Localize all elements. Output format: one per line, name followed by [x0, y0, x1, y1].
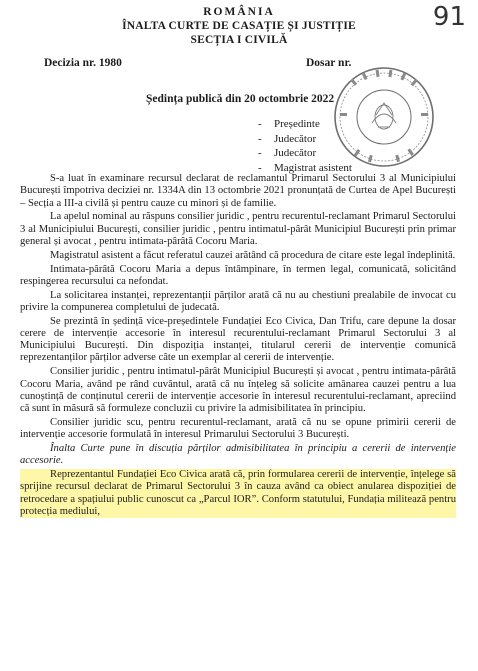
- header-court: ÎNALTA CURTE DE CASAȚIE ȘI JUSTIȚIE: [122, 20, 356, 32]
- panel-role: Judecător: [274, 147, 317, 159]
- paragraph: Intimata-pârâtă Cocoru Maria a depus întâmpinare, în termen legal, comunicată, solicitând respingerea recursului ca nefondat.: [20, 263, 456, 287]
- paragraph: La apelul nominal au răspuns consilier juridic , pentru recurentul-reclamant Primarul Sectorului 3 al Municipiului București, consilier juridic , pentru intimatul-pârât Municipiul București prin primar general și avocat , pentru intimata-pârâtă Cocoru Maria.: [20, 211, 456, 247]
- judicial-panel: [258, 117, 352, 175]
- panel-row: - Judecător: [258, 132, 317, 145]
- panel-row: - Președinte: [258, 118, 320, 130]
- paragraph: Consilier juridic scu, pentru recurentul-reclamant, arată că nu se opune primirii cererii de intervenție accesorie formulată în interesul Primarului Sectorului 3 București.: [20, 416, 456, 441]
- highlighted-paragraph: Reprezentantul Fundației Eco Civica arată că, prin formularea cererii de intervenție, înțelege să sprijine recursul declarat de Primarul Sectorului 3 în cauza având ca obiect anularea dispoziției de retrocedare a spațiului public cunoscut ca „Parcul IOR”. Conform statutului, Fundația militează pentru protecția mediului,: [20, 469, 456, 517]
- header-country: ROMÂNIA: [203, 6, 275, 18]
- paragraph: Consilier juridic , pentru intimatul-pârât Municipiul București și avocat , pentru intimata-pârâtă Cocoru Maria, având pe rând cuvântul, arată că nu înțeleg să solicite amânarea cauzei pentru a lua cunoștință de conținutul cererii de intervenție accesorie în interesul recurentului-reclamant, apreciind că sunt în măsură să formuleze concluzii cu privire la admisibilitatea în principiu.: [20, 366, 456, 415]
- panel-role: Judecător: [274, 132, 317, 145]
- paragraph: Magistratul asistent a făcut referatul cauzei arătând că procedura de citare este legal îndeplinită.: [50, 249, 456, 261]
- panel-row: - Magistrat asistent: [258, 161, 352, 174]
- header-section: SECȚIA I CIVILĂ: [190, 34, 288, 46]
- paragraph: S-a luat în examinare recursul declarat de reclamantul Primarul Sectorului 3 al Municipiului București împotriva deciziei nr. 1334A din 13 octombrie 2021 pronunțată de Curtea de Apel București – Secția a III-a civilă și pentru cauze cu minori și de familie.: [20, 173, 456, 209]
- panel-role: Președinte: [274, 118, 320, 130]
- document-body: [20, 173, 456, 520]
- paragraph: Se prezintă în ședință vice-președintele Fundației Eco Civica, Dan Trifu, care depune la dosar cerere de intervenție accesorie în interesul recurentului-reclamant Primarul Sectorului 3 al Municipiului București. Din dispoziția instanței, titularul cererii de intervenție comunică reprezentanților părților adverse câte un exemplar al cererii de intervenție.: [20, 315, 456, 364]
- handwritten-page-number: 91: [432, 2, 466, 32]
- paragraph: La solicitarea instanței, reprezentanții părților arată că nu au chestiuni prealabile de invocat cu privire la compunerea completului de judecată.: [20, 289, 456, 313]
- court-ruling-paragraph: Înalta Curte pune în discuția părților admisibilitatea în principiu a cererii de intervenție accesorie.: [20, 443, 456, 467]
- file-number: Dosar nr.: [306, 57, 352, 69]
- decision-number: Decizia nr. 1980: [44, 57, 122, 69]
- session-date: Ședința publică din 20 octombrie 2022: [146, 93, 335, 105]
- panel-role: Magistrat asistent: [274, 161, 352, 174]
- panel-row: - Judecător: [258, 147, 317, 159]
